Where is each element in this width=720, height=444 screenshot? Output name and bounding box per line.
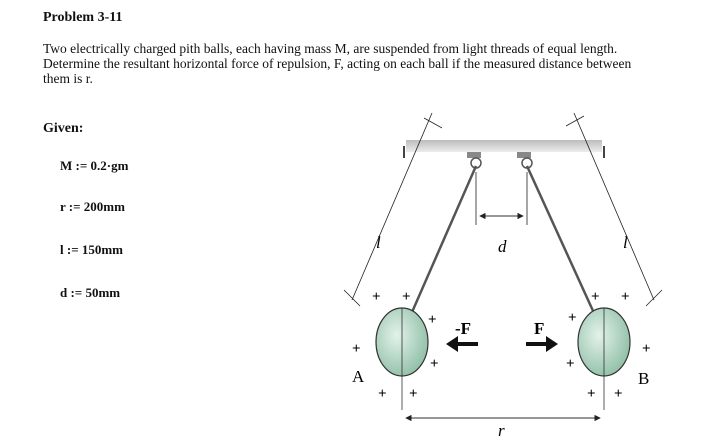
charge-plus: + <box>614 386 623 402</box>
force-arrow-right <box>526 336 558 352</box>
charge-plus: + <box>352 341 361 357</box>
charge-plus: + <box>430 356 439 372</box>
given-mass: M := 0.2·gm <box>60 158 129 173</box>
pivot-right <box>517 152 532 168</box>
pivot-left <box>467 152 481 168</box>
label-a: A <box>352 367 365 386</box>
charge-plus: + <box>402 289 411 305</box>
charge-plus: + <box>587 386 596 402</box>
problem-statement: Two electrically charged pith balls, each having mass M, are suspended from light threads of equal length. Determine the resultant horizontal force of repulsion, F, acting on each ball if the measured distance between them is r. <box>43 41 632 86</box>
label-r: r <box>498 421 505 440</box>
charge-plus: + <box>378 386 387 402</box>
charge-plus: + <box>568 310 577 326</box>
charge-plus: + <box>642 341 651 357</box>
given-length-l: l := 150mm <box>60 242 124 257</box>
charge-plus: + <box>428 312 437 328</box>
pith-ball-figure <box>330 110 710 440</box>
charge-plus: + <box>409 386 418 402</box>
label-l-left: l <box>376 233 381 252</box>
force-arrow-left <box>446 336 478 352</box>
problem-title: Problem 3-11 <box>43 10 123 25</box>
charge-plus: + <box>566 356 575 372</box>
label-b: B <box>638 369 650 388</box>
given-heading: Given: <box>43 121 84 136</box>
d-dimension <box>476 172 527 225</box>
thread-left <box>402 166 476 335</box>
label-d: d <box>498 237 507 256</box>
label-l-right: l <box>623 233 628 252</box>
ceiling-support <box>406 140 602 152</box>
charge-plus: + <box>372 289 381 305</box>
charge-plus: + <box>591 289 600 305</box>
given-distance-r: r := 200mm <box>60 199 125 214</box>
given-distance-d: d := 50mm <box>60 285 121 300</box>
label-negative-force: -F <box>455 319 472 338</box>
charge-plus: + <box>621 289 630 305</box>
thread-right <box>527 166 604 335</box>
label-force: F <box>534 319 545 338</box>
